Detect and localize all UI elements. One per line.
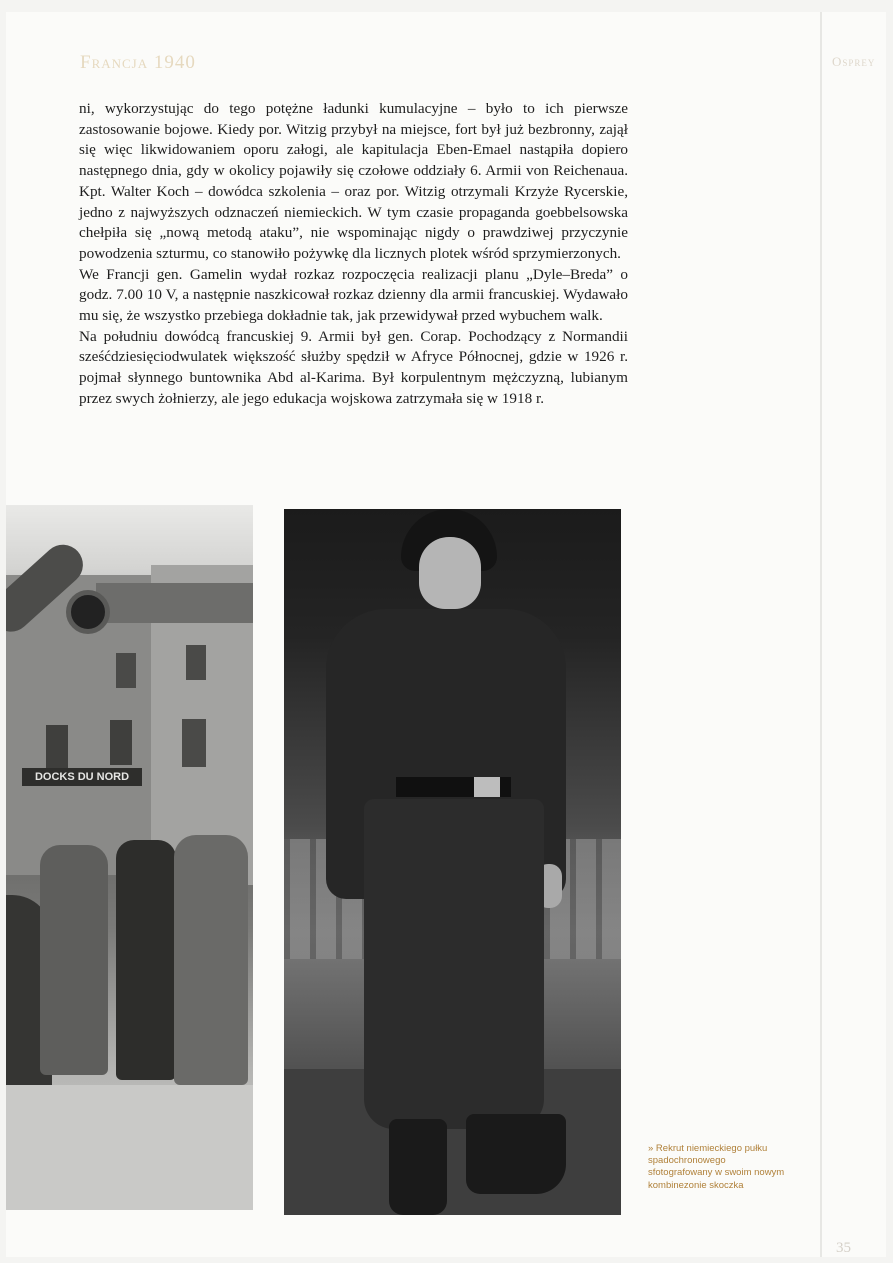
boot (466, 1114, 566, 1194)
window (186, 645, 206, 680)
paragraph: Na południu dowódcą francuskiej 9. Armii był gen. Corap. Pochodzący z Normandii sześćdziesięciodwulatek większość służby spędził w Afryce Północnej, gdzie w 1926 r. pojmał słynnego buntownika Abd al-Karima. Był korpulentnym mężczyzną, lubianym przez swych żołnierzy, ale jego edukacja wojskowa zatrzymała się w 1918 r. (79, 327, 628, 407)
roof (96, 583, 253, 623)
paragraph: ni, wykorzystując do tego potężne ładunki kumulacyjne – było to ich pierwsze zastosowanie bojowe. Kiedy por. Witzig przybył na miejsce, fort był już bezbronny, zajął się więc likwidowaniem oporu załogi, ale kapitulacja Eben-Emael nastąpiła dopiero następnego dnia, gdy w okolicy pojawiły się czołowe oddziały 6. Armii von Reichenaua. Kpt. Walter Koch – dowódca szkolenia – oraz por. Witzig otrzymali Krzyże Rycerskie, jedno z najwyższych odznaczeń niemieckich. W tym czasie propaganda goebbelsowska chełpiła się „nową metodą ataku”, nie wspominając nigdy o prawdziwej przyczynie powodzenia szturmu, co stanowiło pożywkę dla licznych plotek wśród sprzymierzonych. (79, 100, 628, 262)
face (419, 537, 481, 609)
street-scene-photo (6, 505, 253, 1210)
gun-muzzle (66, 590, 110, 634)
page-number: 35 (836, 1240, 851, 1256)
window (116, 653, 136, 688)
soldier (40, 845, 108, 1075)
shop-sign: DOCKS DU NORD (22, 768, 142, 786)
margin-rule (820, 12, 822, 1257)
publisher-mark: Osprey (832, 54, 876, 69)
boot (389, 1119, 447, 1215)
paragraph: We Francji gen. Gamelin wydał rozkaz rozpoczęcia realizacji planu „Dyle–Breda” o godz. 7.00 10 V, a następnie naszkicował rozkaz dzienny dla armii francuskiej. Wydawało mu się, że wszystko przebiega dokładnie tak, jak przewidywał przed wybuchem walk. (79, 265, 628, 325)
belt-buckle (474, 777, 500, 797)
photo-caption: » Rekrut niemieckiego pułku spadochronowego sfotografowany w swoim nowym kombinezonie skoczka (648, 1143, 785, 1191)
body-text (79, 99, 628, 410)
window (110, 720, 132, 765)
soldier (174, 835, 248, 1085)
window (46, 725, 68, 770)
trousers (364, 799, 544, 1129)
window (182, 719, 206, 767)
soldier (116, 840, 176, 1080)
pavement (6, 1085, 253, 1210)
running-head: Francja 1940 (80, 52, 196, 73)
paratrooper-portrait-photo (284, 509, 621, 1215)
